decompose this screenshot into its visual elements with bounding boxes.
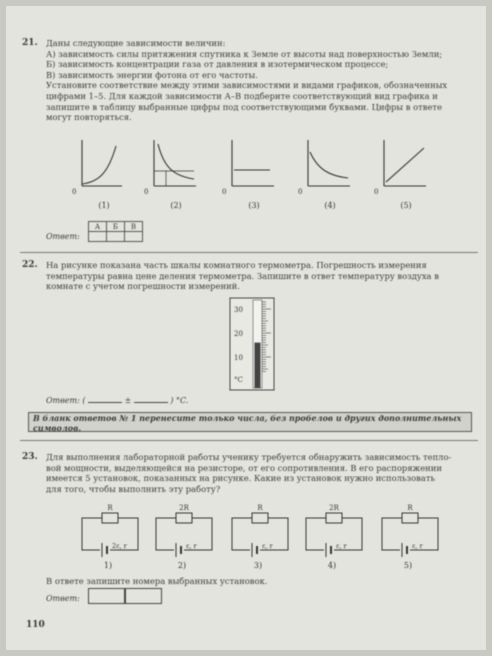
q22-answer-unit: ) °C. xyxy=(170,396,189,405)
circuit-label: 4) xyxy=(327,561,337,570)
graph-4 xyxy=(308,140,350,186)
graph-5 xyxy=(384,140,426,186)
page-number: 110 xyxy=(26,620,45,630)
circuit-label: 3) xyxy=(253,561,263,570)
origin-label: 0 xyxy=(222,188,227,196)
resistor-icon xyxy=(176,513,192,523)
workbook-page xyxy=(6,6,486,650)
scale-label-30: 30 xyxy=(234,306,243,314)
q22-answer-row xyxy=(46,396,188,405)
q22-line: На рисунке показана часть шкалы комнатного термометра. Погрешность измерения xyxy=(46,260,427,270)
q23-circuits xyxy=(6,496,486,576)
q23-instruction xyxy=(46,576,466,587)
q22-line: комнате с учетом погрешности измерений. xyxy=(46,281,240,292)
q23-line: имеется 5 установок, показанных на рисунке. Какие из установок нужно использовать xyxy=(46,473,436,484)
answer-header-b: Б xyxy=(107,222,125,232)
q22-answer-value[interactable] xyxy=(88,402,122,403)
q22-answer-pm: ± xyxy=(124,396,132,405)
q21-answer-label: Ответ: xyxy=(46,232,80,241)
scale-unit: °C xyxy=(234,376,243,384)
answer-sheet-note: В бланк ответов № 1 перенесите только числа, без пробелов и других дополнительных символов. xyxy=(28,412,472,432)
emf-label: ε, r xyxy=(186,542,197,550)
graph-label: (2) xyxy=(170,201,182,210)
emf-label: ε, r xyxy=(336,542,347,550)
circuit-label: 1) xyxy=(103,561,113,570)
origin-label: 0 xyxy=(144,188,149,196)
resistor-icon xyxy=(102,513,118,523)
q21-line: Б) зависимость концентрации газа от давления в изотермическом процессе; xyxy=(46,59,389,70)
resistor-label: 2R xyxy=(179,504,189,512)
answer-cell-a[interactable] xyxy=(89,232,107,242)
divider xyxy=(20,440,478,441)
q23-answer-label: Ответ: xyxy=(46,594,80,603)
mercury-column xyxy=(255,343,261,388)
circuit-label: 2) xyxy=(177,561,187,570)
answer-header-c: В xyxy=(125,222,143,232)
q21-line: А) зависимость силы притяжения спутника к Земле от высоты над поверхностью Земли; xyxy=(46,48,443,59)
circuit-5 xyxy=(382,504,438,570)
q21-answer-table xyxy=(88,221,143,242)
answer-cell-c[interactable] xyxy=(125,232,143,242)
q23-number: 23. xyxy=(22,452,38,462)
q23-line: вой мощности, выделяющейся на резисторе, от его сопротивления. В его распоряжении xyxy=(46,462,442,473)
graph-label: (3) xyxy=(248,201,260,210)
circuit-4 xyxy=(306,504,362,570)
resistor-label: R xyxy=(107,504,113,512)
origin-label: 0 xyxy=(72,188,77,196)
q21-line: Даны следующие зависимости величин: xyxy=(46,38,226,48)
q22-number: 22. xyxy=(22,260,38,270)
thermometer xyxy=(228,296,278,396)
resistor-icon xyxy=(402,513,418,523)
q21-graphs xyxy=(6,6,486,236)
q23-instruction-text: В ответе запишите номера выбранных установок. xyxy=(46,576,268,586)
graph-1 xyxy=(82,140,122,186)
resistor-icon xyxy=(326,513,342,523)
graph-3 xyxy=(232,140,274,186)
resistor-label: 2R xyxy=(329,504,339,512)
q22-answer-label: Ответ: ( xyxy=(46,396,86,405)
scale-label-20: 20 xyxy=(234,330,243,338)
q21-line: запишите в таблицу выбранные цифры под соответствующими буквами. Цифры в ответе xyxy=(46,101,443,112)
answer-header-a: А xyxy=(89,222,107,232)
q22-answer-error[interactable] xyxy=(134,402,168,403)
emf-label: ε, r xyxy=(412,542,423,550)
q22-text xyxy=(46,260,476,292)
graph-2 xyxy=(154,140,196,186)
q22-line: температуры равна цене деления термометра. Запишите в ответ температуру воздуха в xyxy=(46,270,439,281)
q21-number: 21. xyxy=(22,38,38,48)
graph-label: (4) xyxy=(324,201,336,210)
q21-line: могут повторяться. xyxy=(46,112,132,123)
q21-line: Установите соответствие между этими зависимостями и видами графиков, обозначенных xyxy=(46,80,448,91)
q23-text xyxy=(46,452,476,494)
resistor-icon xyxy=(252,513,268,523)
q21-line: В) зависимость энергии фотона от его частоты. xyxy=(46,69,258,80)
q23-line: для того, чтобы выполнить эту работу? xyxy=(46,483,221,494)
resistor-label: R xyxy=(257,504,263,512)
resistor-label: R xyxy=(407,504,413,512)
circuit-label: 5) xyxy=(403,561,413,570)
scale-label-10: 10 xyxy=(234,354,243,362)
q23-answer-cell-2[interactable] xyxy=(124,588,162,604)
answer-cell-b[interactable] xyxy=(107,232,125,242)
q23-line: Для выполнения лабораторной работы ученику требуется обнаружить зависимость тепло- xyxy=(46,452,452,462)
q21-line: цифрами 1–5. Для каждой зависимости А–В подберите соответствующий вид графика и xyxy=(46,90,438,101)
circuit-1 xyxy=(82,504,138,570)
divider xyxy=(20,252,478,253)
q23-answer-cell-1[interactable] xyxy=(88,588,126,604)
emf-label: ε, r xyxy=(262,542,273,550)
emf-label: 2ε, r xyxy=(112,542,127,550)
origin-label: 0 xyxy=(374,188,379,196)
circuit-3 xyxy=(232,504,288,570)
graph-label: (1) xyxy=(98,201,110,210)
origin-label: 0 xyxy=(298,188,303,196)
circuit-2 xyxy=(156,504,212,570)
graph-label: (5) xyxy=(400,201,412,210)
